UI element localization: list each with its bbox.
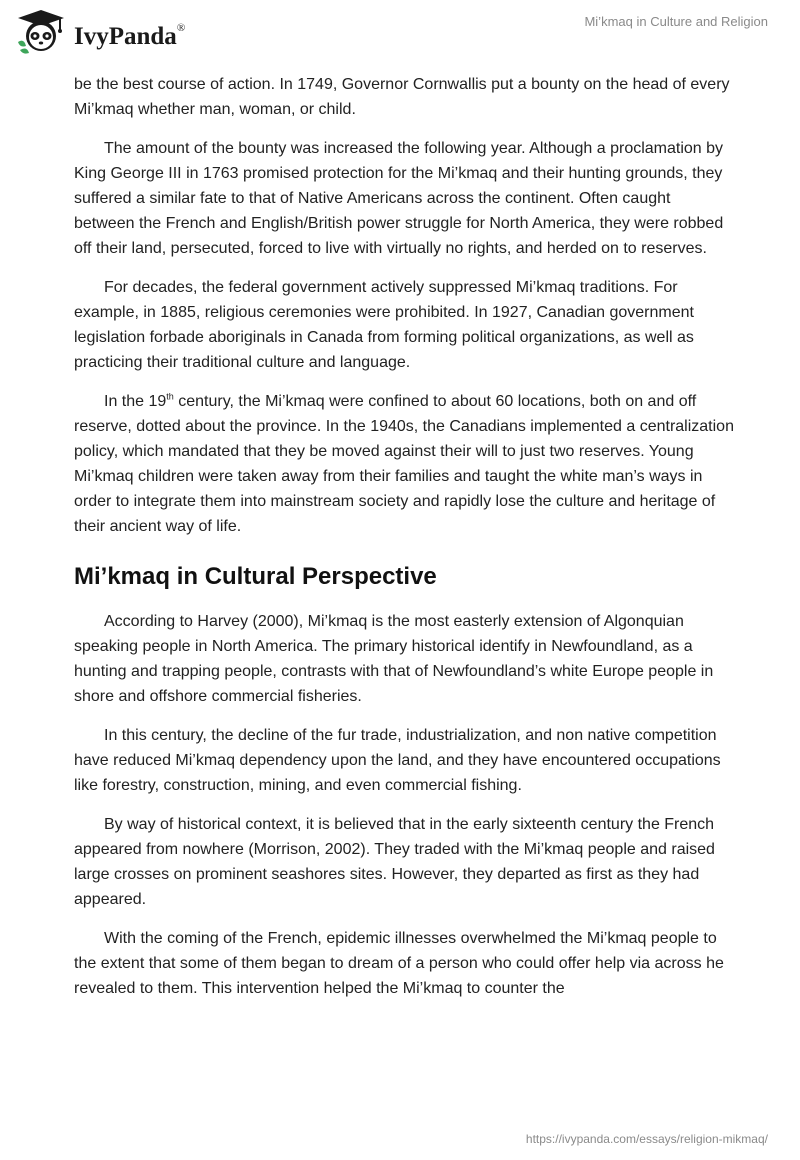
- paragraph-7: By way of historical context, it is believed that in the early sixteenth century the French appeared from nowhere (Morrison, 2002). They traded with the Mi’kmaq people and raised large crosses on prominent seashores sites. However, they departed as first as they had appeared.: [74, 816, 715, 908]
- paragraph-1: be the best course of action. In 1749, Governor Cornwallis put a bounty on the head of every Mi’kmaq whether man, woman, or child.: [74, 76, 730, 118]
- document-title: Mi’kmaq in Culture and Religion: [584, 14, 768, 29]
- paragraph-6: In this century, the decline of the fur trade, industrialization, and non native competition have reduced Mi’kmaq dependency upon the land, and they have encountered occupations like forestry, construction, mining, and even commercial fishing.: [74, 727, 721, 794]
- brand-name: IvyPanda®: [74, 22, 186, 50]
- panda-graduate-icon: [14, 8, 68, 61]
- paragraph-2: The amount of the bounty was increased the following year. Although a proclamation by King George III in 1763 promised protection for the Mi’kmaq and their hunting grounds, they suffered a similar fate to that of Native Americans across the continent. Often caught between the French and English/British power struggle for North America, they were robbed off their land, persecuted, forced to live with virtually no rights, and herded on to reserves.: [74, 140, 724, 257]
- paragraph-5: According to Harvey (2000), Mi’kmaq is the most easterly extension of Algonquian speaking people in North America. The primary historical identify in Newfoundland, as a hunting and trapping people, contrasts with that of Newfoundland’s white Europe people in shore and offshore commercial fisheries.: [74, 613, 714, 705]
- paragraph-3: For decades, the federal government actively suppressed Mi’kmaq traditions. For example, in 1885, religious ceremonies were prohibited. In 1927, Canadian government legislation forbade aboriginals in Canada from forming political organizations, as well as practicing their traditional culture and language.: [74, 279, 694, 371]
- source-url[interactable]: https://ivypanda.com/essays/religion-mikmaq/: [525, 1132, 768, 1146]
- paragraph-8: With the coming of the French, epidemic illnesses overwhelmed the Mi’kmaq people to the extent that some of them began to dream of a person who could offer help via across he revealed to them. This intervention helped the Mi’kmaq to counter the: [74, 930, 724, 997]
- section-heading: Mi’kmaq in Cultural Perspective: [74, 563, 437, 590]
- paragraph-4: In the 19th century, the Mi’kmaq were confined to about 60 locations, both on and off reserve, dotted about the province. In the 1940s, the Canadians implemented a centralization policy, which mandated that they be moved against their will to just two reserves. Young Mi’kmaq children were taken away from their families and taught the white man’s ways in order to integrate them into mainstream society and rapidly lose the culture and heritage of their ancient way of life.: [74, 391, 734, 535]
- page-header: [0, 0, 800, 70]
- essay-content: [74, 72, 734, 1015]
- brand-logo[interactable]: [14, 8, 185, 61]
- superscript-th: th: [166, 391, 174, 402]
